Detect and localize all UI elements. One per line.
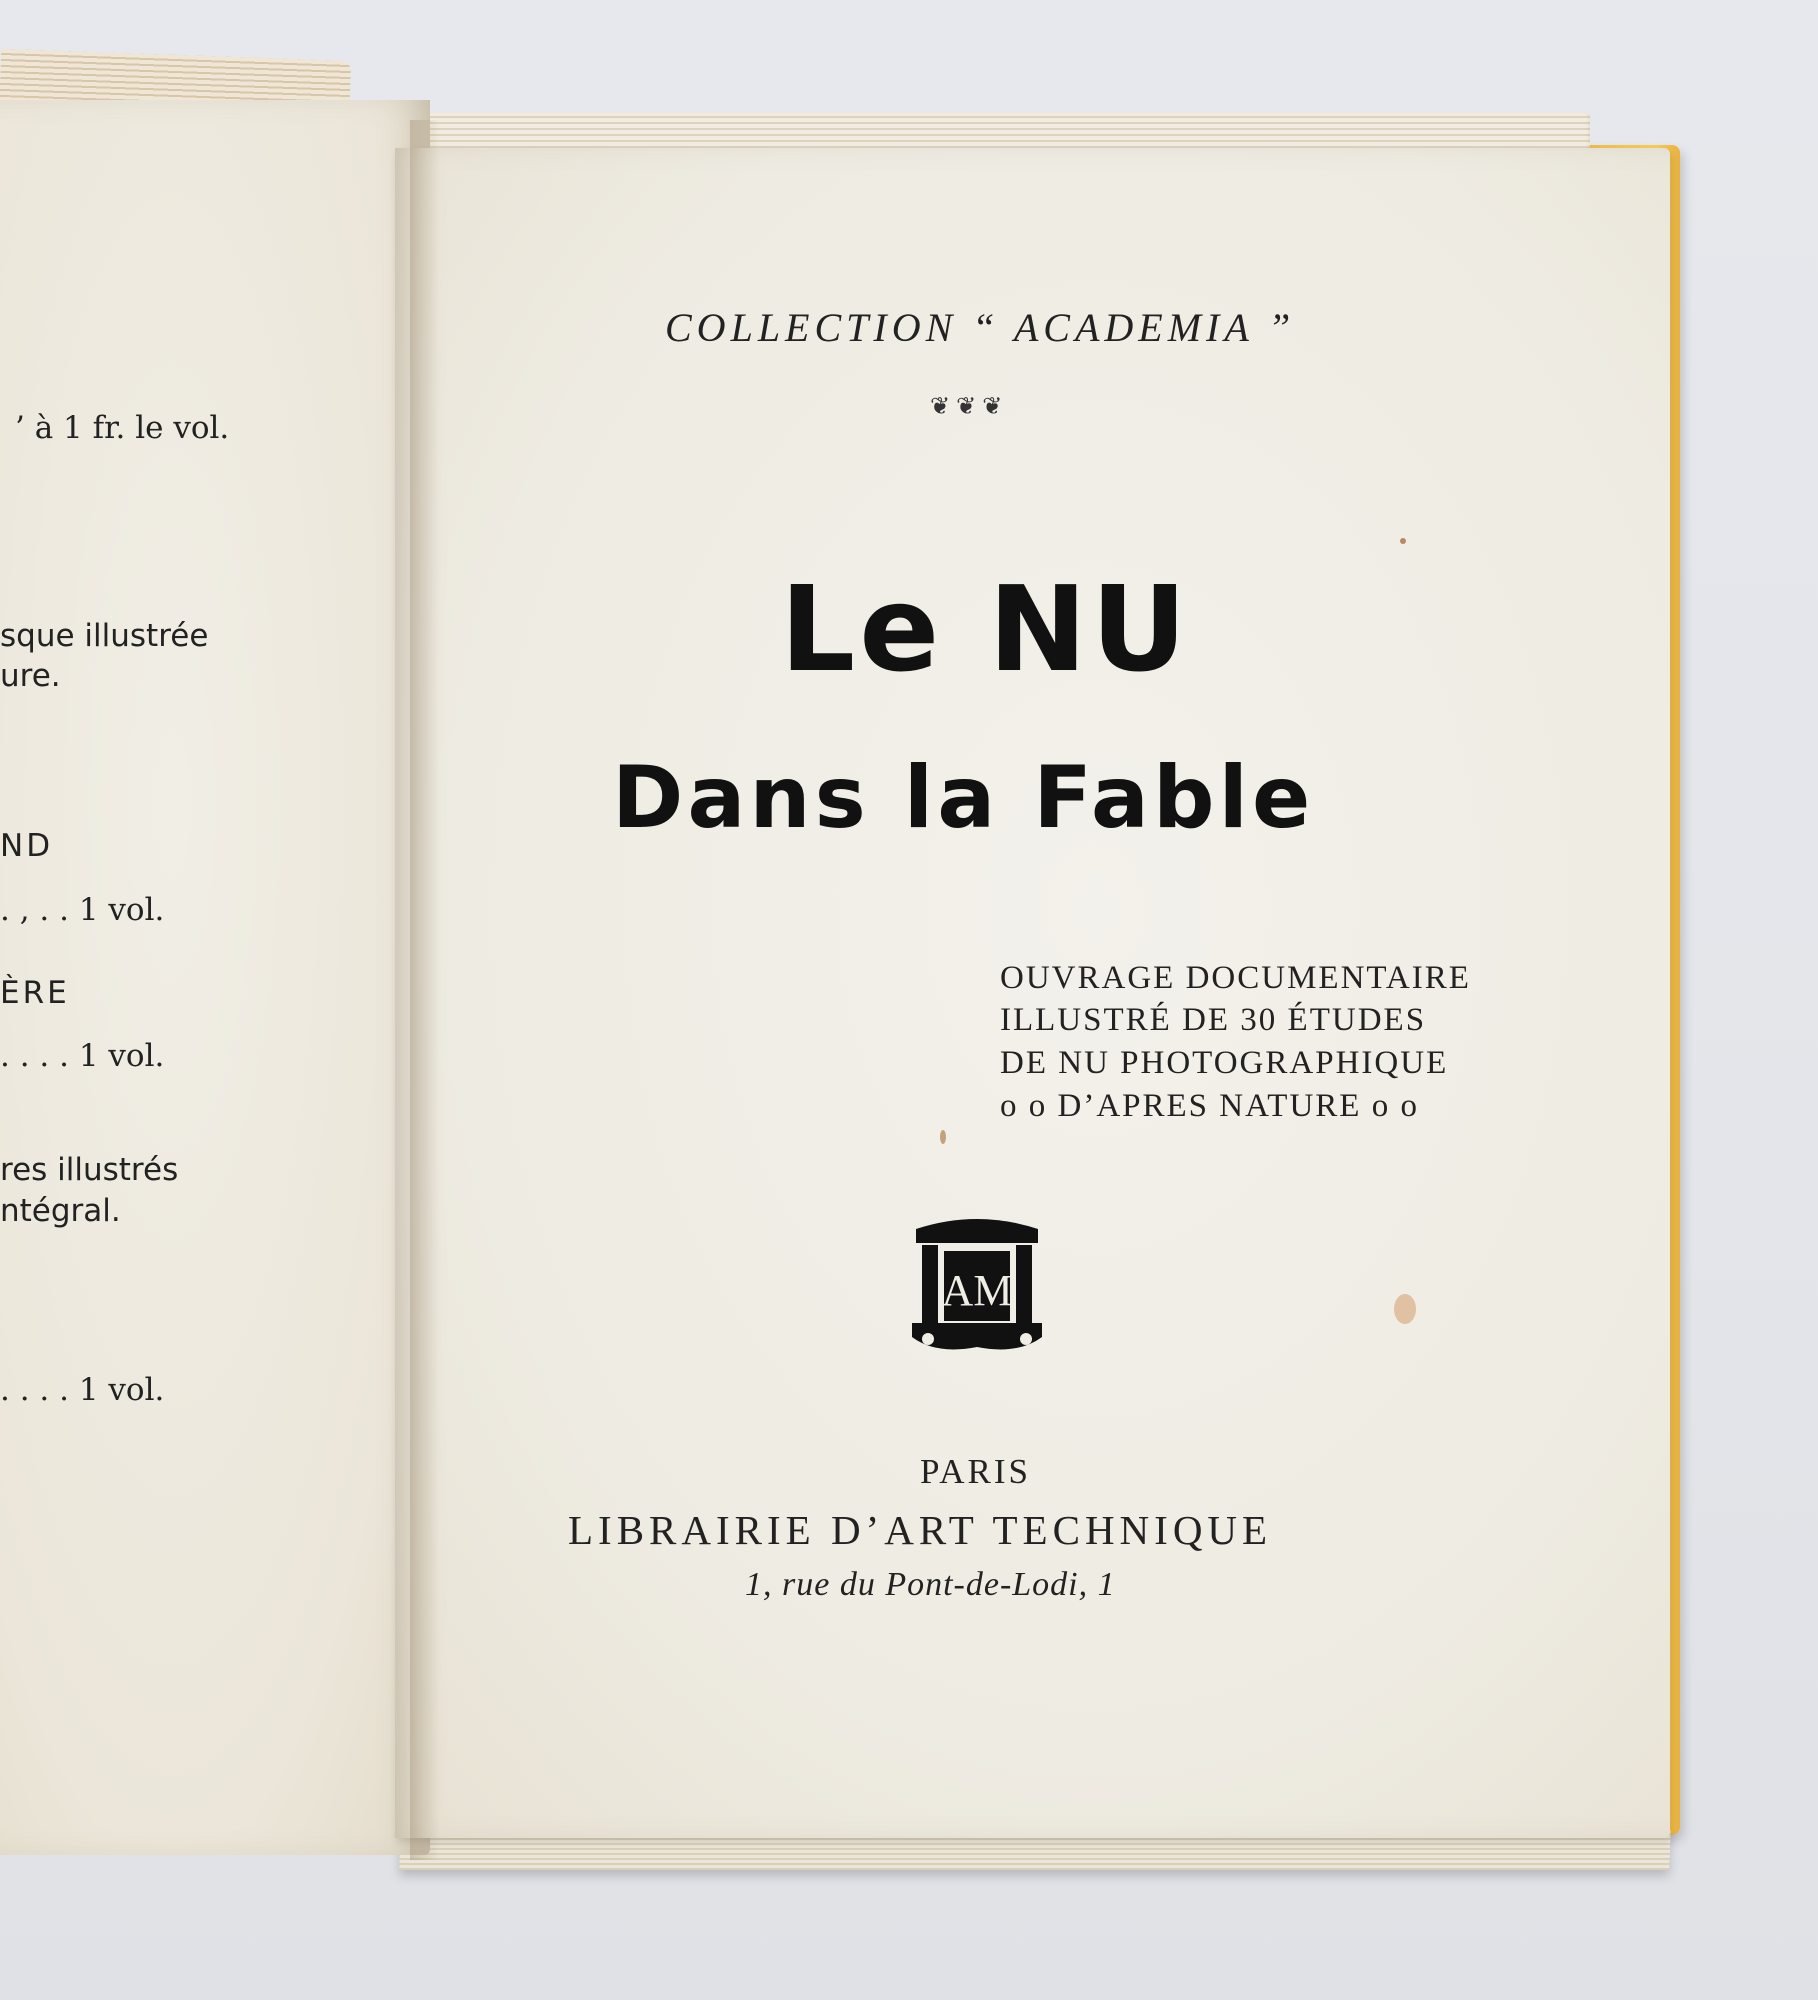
left-line-9: ntégral. — [0, 1193, 121, 1229]
left-line-10: . . . . 1 vol. — [0, 1372, 165, 1408]
publisher-name: LIBRAIRIE D’ART TECHNIQUE — [568, 1507, 1273, 1553]
book-gutter — [410, 120, 440, 1860]
description-line-2: ILLUSTRÉ DE 30 ÉTUDES — [1000, 1002, 1427, 1038]
foxing-spot — [1400, 538, 1406, 544]
publisher-address: 1, rue du Pont-de-Lodi, 1 — [745, 1566, 1116, 1603]
logo-monogram: AM — [941, 1266, 1013, 1315]
left-line-4: ND — [0, 828, 54, 864]
description-line-1: OUVRAGE DOCUMENTAIRE — [1000, 960, 1471, 996]
description-line-4: o o D’APRES NATURE o o — [1000, 1088, 1419, 1124]
title-line-2: Dans la Fable — [612, 748, 1315, 848]
foxing-spot — [1394, 1294, 1416, 1324]
left-line-7: . . . . 1 vol. — [0, 1038, 165, 1074]
title-line-1: Le NU — [780, 560, 1191, 698]
left-line-2: sque illustrée — [0, 618, 209, 654]
publisher-logo-icon — [908, 1215, 1046, 1355]
left-line-5: . , . . 1 vol. — [0, 892, 165, 928]
city: PARIS — [920, 1452, 1031, 1491]
left-line-3: ure. — [0, 658, 61, 694]
ornament-icon: ❦❦❦ — [930, 392, 1009, 420]
foxing-spot — [940, 1130, 946, 1144]
collection-heading: COLLECTION “ ACADEMIA ” — [665, 305, 1296, 350]
left-line-1: ’ à 1 fr. le vol. — [15, 410, 230, 446]
left-line-8: res illustrés — [0, 1152, 179, 1188]
description-line-3: DE NU PHOTOGRAPHIQUE — [1000, 1045, 1449, 1081]
left-line-6: ÈRE — [0, 975, 70, 1011]
